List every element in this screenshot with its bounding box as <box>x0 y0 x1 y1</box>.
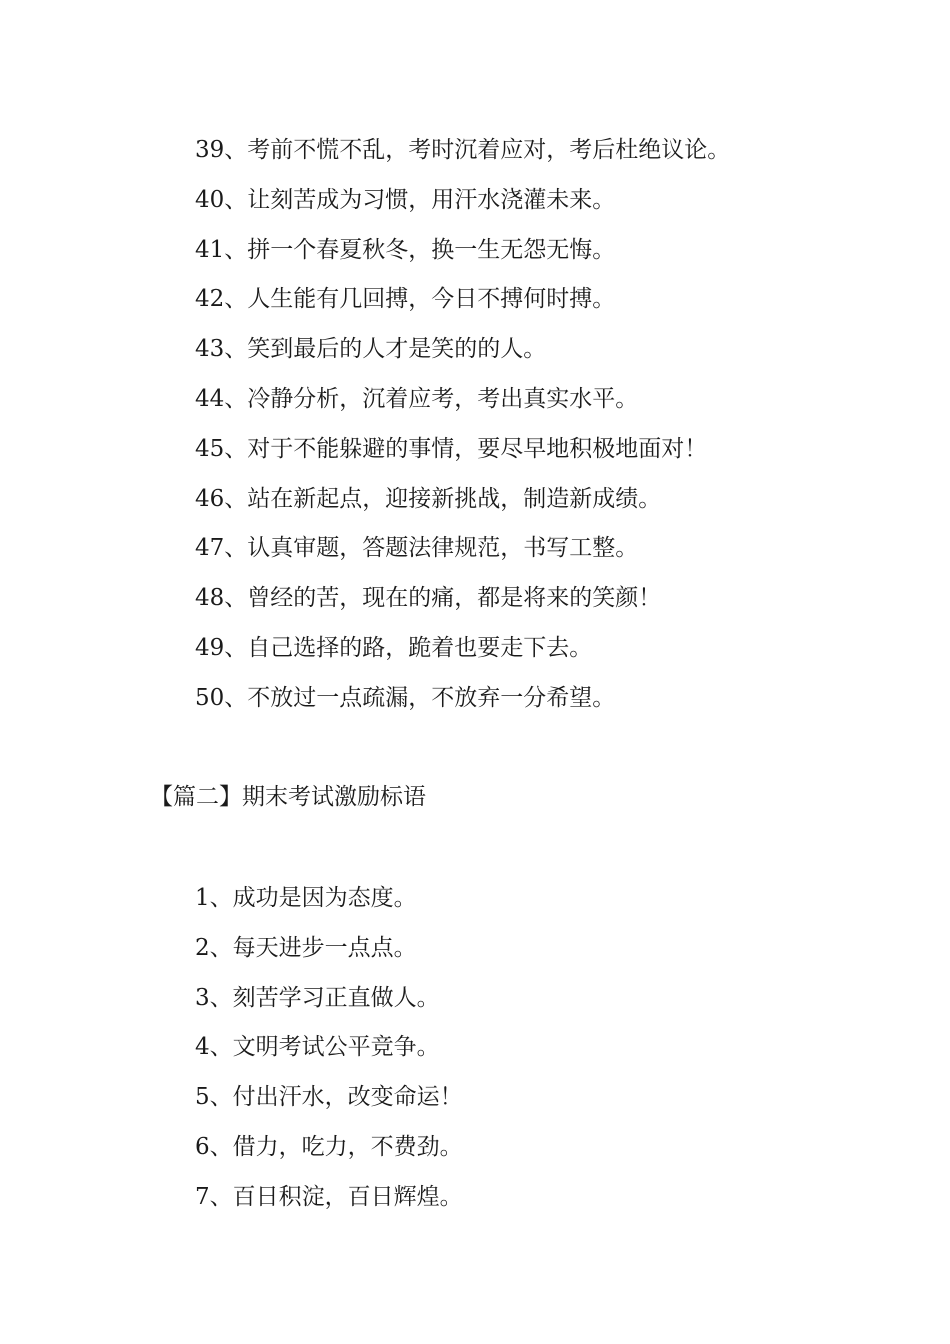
list-item: 43、笑到最后的人才是笑的的人。 <box>195 336 547 363</box>
list-item: 39、考前不慌不乱，考时沉着应对，考后杜绝议论。 <box>195 137 731 163</box>
list-item: 5、付出汗水，改变命运！ <box>195 1084 463 1111</box>
list-item: 6、借力，吃力，不费劲。 <box>195 1133 463 1160</box>
list-item: 47、认真审题，答题法律规范，书写工整。 <box>195 535 639 562</box>
list-item: 3、刻苦学习正直做人。 <box>195 984 440 1011</box>
list-item: 7、百日积淀，百日辉煌。 <box>195 1183 463 1210</box>
list-item: 2、每天进步一点点。 <box>195 934 417 961</box>
list-item: 46、站在新起点，迎接新挑战，制造新成绩。 <box>195 485 662 512</box>
list-item: 4、文明考试公平竞争。 <box>195 1034 440 1061</box>
list-item: 1、成功是因为态度。 <box>195 885 417 911</box>
slogan-list-part-two <box>195 878 463 1227</box>
list-item: 49、自己选择的路，跪着也要走下去。 <box>195 634 593 661</box>
list-item: 40、让刻苦成为习惯，用汗水浇灌未来。 <box>195 186 616 213</box>
list-item: 42、人生能有几回搏，今日不搏何时搏。 <box>195 286 616 313</box>
list-item: 44、冷静分析，沉着应考，考出真实水平。 <box>195 385 639 412</box>
list-item: 48、曾经的苦，现在的痛，都是将来的笑颜！ <box>195 585 662 612</box>
list-item: 41、拼一个春夏秋冬，换一生无怨无悔。 <box>195 236 616 263</box>
section-heading: 【篇二】期末考试激励标语 <box>150 784 426 810</box>
list-item: 50、不放过一点疏漏，不放弃一分希望。 <box>195 684 616 711</box>
slogan-list-part-one <box>195 130 730 728</box>
list-item: 45、对于不能躲避的事情，要尽早地积极地面对！ <box>195 435 708 462</box>
